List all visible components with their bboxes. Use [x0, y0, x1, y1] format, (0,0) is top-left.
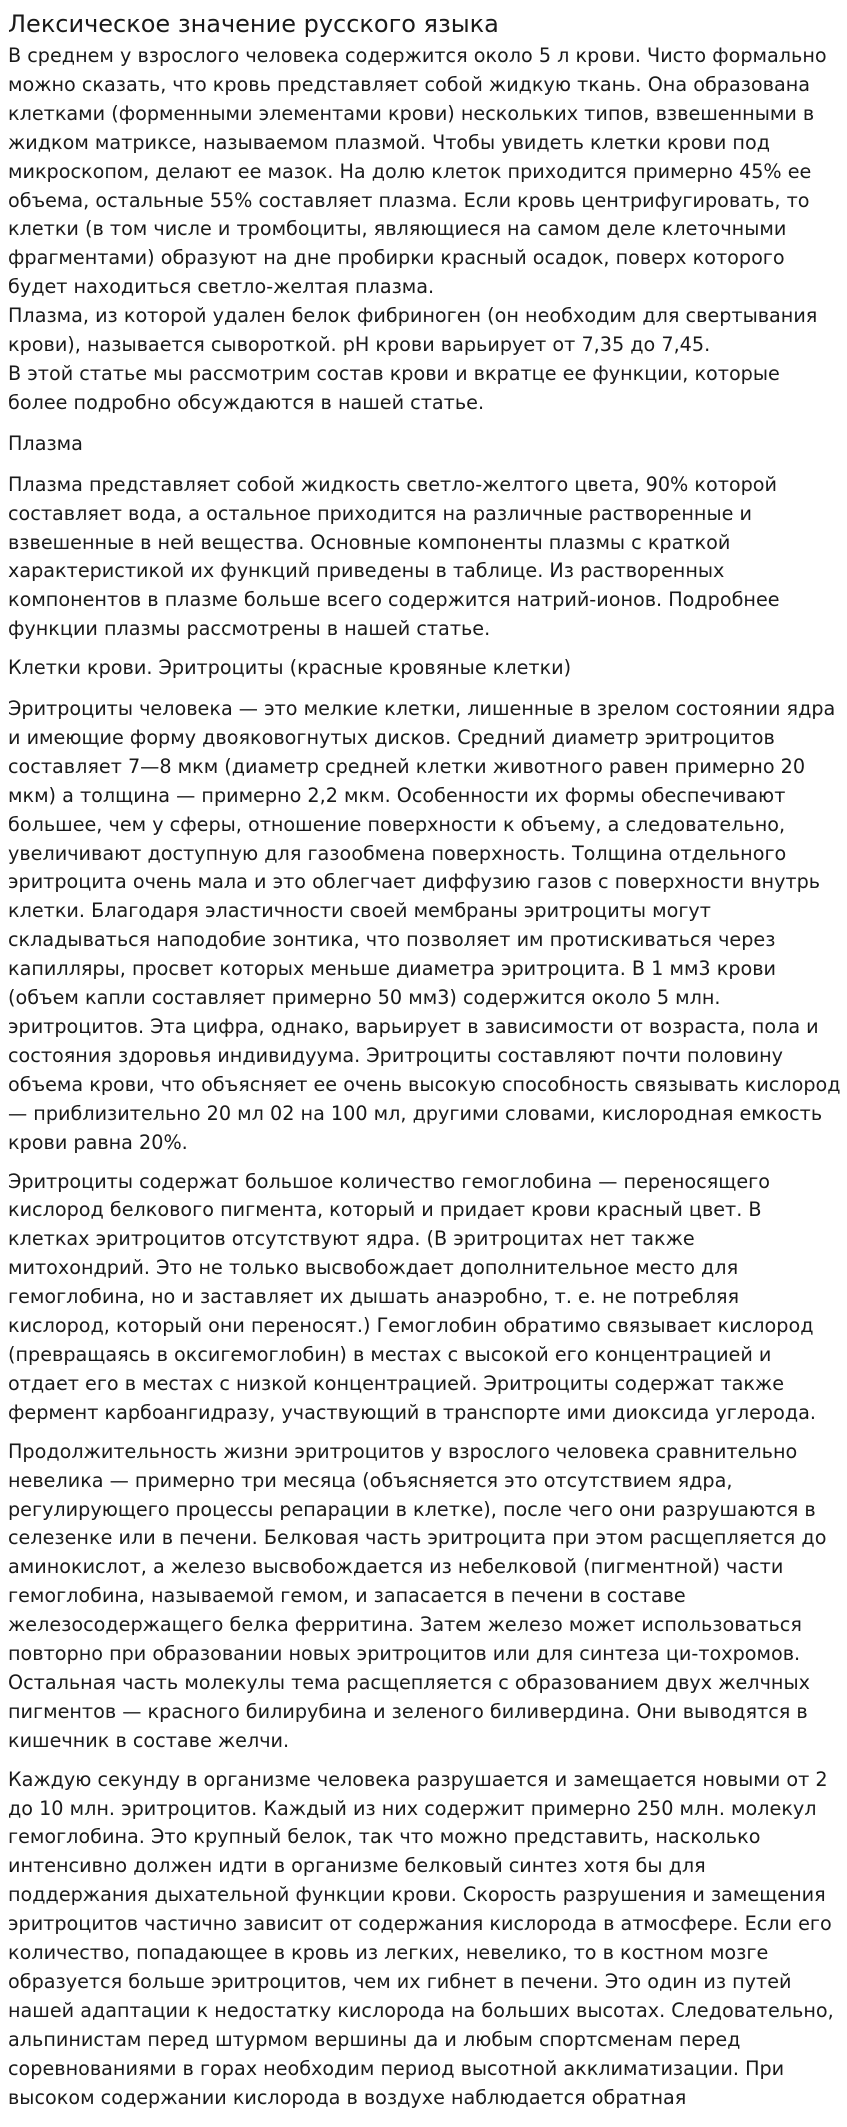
intro-paragraph	[8, 42, 841, 418]
intro-text-2: Плазма, из которой удален белок фибриноген (он необходим для свертывания крови), называется сывороткой. pH крови варьирует от 7,35 до 7,45.	[8, 304, 818, 357]
page-title: Лексическое значение русского языка	[8, 10, 499, 38]
plasma-paragraph: Плазма представляет собой жидкость светло-желтого цвета, 90% которой составляет вода, а остальное приходится на различные растворенные и взвешенные в ней вещества. Основные компоненты плазмы с краткой характеристикой их функций приведены в таблице. Из растворенных компонентов в плазме больше всего содержится натрий-ионов. Подробнее функции плазмы рассмотрены в нашей статье.	[8, 472, 780, 641]
section-heading-erythrocytes: Клетки крови. Эритроциты (красные кровяные клетки)	[8, 656, 572, 680]
intro-text-3: В этой статье мы рассмотрим состав крови и вкратце ее функции, которые более подробно обсуждаются в нашей статье.	[8, 361, 780, 414]
erythrocytes-paragraph-2: Эритроциты содержат большое количество гемоглобина — переносящего кислород белкового пигмента, который и придает крови красный цвет. В клетках эритроцитов отсутствуют ядра. (В эритроцитах нет также митохондрий. Это не только высвобождает дополнительное место для гемоглобина, но и заставляет их дышать анаэробно, т. е. не потребляя кислород, который они переносят.) Гемоглобин обратимо связывает кислород (превращаясь в оксигемоглобин) в местах с высокой его концентрацией и отдает его в местах с низкой концентрацией. Эритроциты содержат также фермент карбоангидразу, участвующий в транспорте ими диоксида углерода.	[8, 1169, 816, 1424]
erythrocytes-paragraph-3: Продолжительность жизни эритроцитов у взрослого человека сравнительно невелика — примерно три месяца (объясняется это отсутствием ядра, регулирующего процессы репарации в клетке), после чего они разрушаются в селезенке или в печени. Белковая часть эритроцита при этом расщепляется до аминокислот, а железо высвобождается из небелковой (пигментной) части гемоглобина, называемой гемом, и запасается в печени в составе железосодержащего белка ферритина. Затем железо может использоваться повторно при образовании новых эритроцитов или для синтеза ци-тохромов. Остальная часть молекулы тема расщепляется с образованием двух желчных пигментов — красного билирубина и зеленого биливердина. Они выводятся в кишечник в составе желчи.	[8, 1439, 827, 1752]
intro-text-1: В среднем у взрослого человека содержится около 5 л крови. Чисто формально можно сказать, что кровь представляет собой жидкую ткань. Она образована клетками (форменными элементами крови) нескольких типов, взвешенными в жидком матриксе, называемом плазмой. Чтобы увидеть клетки крови под микроскопом, делают ее мазок. На долю клеток приходится примерно 45% ее объема, остальные 55% составляет плазма. Если кровь центрифугировать, то клетки (в том числе и тромбоциты, являющиеся на самом деле клеточными фрагментами) образуют на дне пробирки красный осадок, поверх которого будет находиться светло-желтая плазма.	[8, 44, 827, 299]
erythrocytes-paragraph-4: Каждую секунду в организме человека разрушается и замещается новыми от 2 до 10 млн. эритроцитов. Каждый из них содержит примерно 250 млн. молекул гемоглобина. Это крупный белок, так что можно представить, насколько интенсивно должен идти в организме белковый синтез хотя бы для поддержания дыхательной функции крови. Скорость разрушения и замещения эритроцитов частично зависит от содержания кислорода в атмосфере. Если его количество, попадающее в кровь из легких, невелико, то в костном мозге образуется больше эритроцитов, чем их гибнет в печени. Это один из путей нашей адаптации к недостатку кислорода на больших высотах. Следовательно, альпинистам перед штурмом вершины да и любым спортсменам перед соревнованиями в горах необходим период высотной акклиматизации. При высоком содержании кислорода в воздухе наблюдается обратная	[8, 1767, 834, 2109]
erythrocytes-paragraph-1: Эритроциты человека — это мелкие клетки, лишенные в зрелом состоянии ядра и имеющие форму двояковогнутых дисков. Средний диаметр эритроцитов составляет 7—8 мкм (диаметр средней клетки животного равен примерно 20 мкм) а толщина — примерно 2,2 мкм. Особенности их формы обеспечивают большее, чем у сферы, отношение поверхности к объему, а следовательно, увеличивают доступную для газообмена поверхность. Толщина отдельного эритроцита очень мала и это облегчает диффузию газов с поверхности внутрь клетки. Благодаря эластичности своей мембраны эритроциты могут складываться наподобие зонтика, что позволяет им протискиваться через капилляры, просвет которых меньше диаметра эритроцита. В 1 мм3 крови (объем капли составляет примерно 50 мм3) содержится около 5 млн. эритроцитов. Эта цифра, однако, варьирует в зависимости от возраста, пола и состояния здоровья индивидуума. Эритроциты составляют почти половину объема крови, что объясняет ее очень высокую способность связывать кислород — приблизительно 20 мл 02 на 100 мл, другими словами, кислородная емкость крови равна 20%.	[8, 697, 841, 1154]
section-heading-plasma: Плазма	[8, 431, 83, 455]
